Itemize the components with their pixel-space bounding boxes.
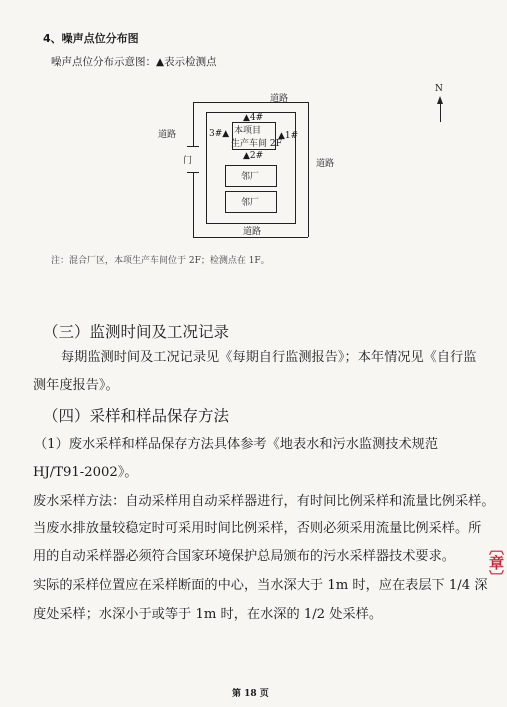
paragraph-1-line1: （1）废水采样和样品保存方法具体参考《地表水和污水监测技术规范 [34, 437, 439, 452]
diagram-caption: 噪声点位分布示意图：▲表示检测点 [51, 56, 217, 68]
road-top-label: 道路 [270, 94, 289, 104]
page-number: 第 18 页 [232, 689, 269, 699]
building-label-line1: 本项目 [234, 126, 262, 136]
monitoring-point-1: ▲1# [278, 131, 299, 141]
section-4-title: （四）采样和样品保存方法 [43, 407, 230, 425]
road-left-line [193, 102, 194, 146]
building-label-line2: 生产车间 2F [231, 139, 282, 149]
paragraph-2-line1: 废水采样方法：自动采样用自动采样器进行，有时间比例采样和流量比例采样。 [33, 494, 495, 509]
paragraph-3-line1: 实际的采样位置应在采样断面的中心，当水深大于 1m 时，应在表层下 1/4 深 [33, 578, 488, 593]
gate-mark-top [187, 146, 199, 147]
road-left-line-lower [193, 172, 194, 237]
section-3-paragraph-line1: 每期监测时间及工况记录见《每期自行监测报告》；本年情况见《自行监 [61, 350, 477, 365]
paragraph-2-line2: 当废水排放量较稳定时可采用时间比例采样，否则必须采用流量比例采样。所 [33, 521, 482, 536]
road-top-line [193, 102, 308, 103]
section-heading-noise-map: 4、噪声点位分布图 [43, 32, 139, 45]
paragraph-3-line2: 度处采样；水深小于或等于 1m 时，在水深的 1/2 处采样。 [33, 607, 383, 622]
section-3-title: （三）监测时间及工况记录 [43, 323, 230, 341]
neighbor-factory-2-label: 邻厂 [241, 198, 260, 208]
neighbor-factory-1-label: 邻厂 [241, 172, 260, 182]
diagram-note: 注：混合厂区，本项生产车间位于 2F；检测点在 1F。 [51, 256, 270, 266]
gate-mark-bottom [187, 172, 199, 173]
road-bottom-label: 道路 [243, 227, 262, 237]
paragraph-1-line2: HJ/T91-2002》。 [33, 465, 138, 480]
red-stamp-edge: 〔章〕 [487, 540, 505, 585]
gate-label: 门 [183, 156, 193, 166]
monitoring-point-2: ▲2# [243, 151, 264, 161]
section-3-paragraph-line2: 测年度报告》。 [33, 378, 119, 393]
north-label: N [435, 84, 443, 94]
road-left-label: 道路 [158, 130, 177, 140]
monitoring-point-4: ▲4# [243, 113, 264, 123]
road-right-label: 道路 [316, 159, 335, 169]
paragraph-2-line3: 用的自动采样器必须符合国家环境保护总局颁布的污水采样器技术要求。 [33, 549, 455, 564]
road-bottom-line [193, 237, 308, 238]
north-arrow-icon [437, 96, 443, 104]
north-arrow-shaft [440, 104, 441, 122]
monitoring-point-3: 3#▲ [209, 129, 230, 139]
road-right-line [308, 102, 309, 237]
